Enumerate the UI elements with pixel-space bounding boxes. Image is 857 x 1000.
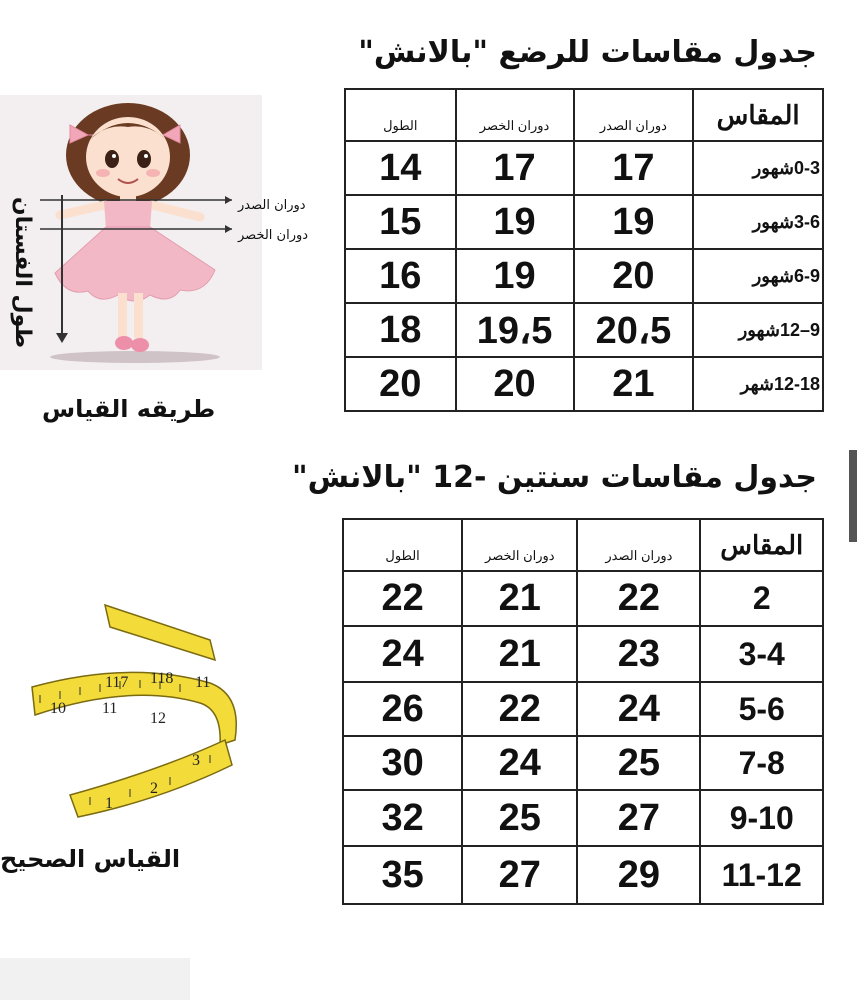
infant-size-table: [344, 88, 824, 412]
cell-size: 12-18شهر: [693, 357, 823, 411]
tape-number-10: 10: [50, 700, 66, 717]
cell-length: 24: [343, 626, 462, 682]
cell-waist: 21: [462, 571, 577, 626]
cell-chest: 20،5: [574, 303, 694, 357]
table-row: [343, 571, 823, 626]
dress-length-text: طول الفستان: [10, 196, 36, 349]
cell-waist: 19: [456, 195, 574, 249]
kids-size-table: [342, 518, 824, 905]
cell-waist: 24: [462, 736, 577, 790]
tape-number-1: 1: [105, 795, 113, 812]
table-row: [343, 790, 823, 846]
tape-number-3: 3: [192, 752, 200, 769]
cell-length: 30: [343, 736, 462, 790]
table-row: [345, 249, 823, 303]
tape-number-12: 12: [150, 710, 166, 727]
header-chest: دوران الصدر: [574, 89, 694, 141]
cell-chest: 19: [574, 195, 694, 249]
cell-waist: 21: [462, 626, 577, 682]
cell-waist: 19: [456, 249, 574, 303]
correct-measurement-caption: القياس الصحيح: [0, 845, 181, 873]
chest-arrow-label: دوران الصدر: [238, 198, 306, 213]
cell-waist: 20: [456, 357, 574, 411]
tape-number-11: 11: [102, 700, 118, 717]
table-row: [343, 846, 823, 904]
cell-length: 26: [343, 682, 462, 736]
cell-waist: 19،5: [456, 303, 574, 357]
cell-size: 9-10: [700, 790, 823, 846]
cell-size: 0-3شهور: [693, 141, 823, 195]
dress-length-label: [2, 196, 42, 350]
cell-size: 9–12شهور: [693, 303, 823, 357]
cell-chest: 20: [574, 249, 694, 303]
cell-chest: 17: [574, 141, 694, 195]
cell-length: 32: [343, 790, 462, 846]
cell-waist: 25: [462, 790, 577, 846]
cell-size: 5-6: [700, 682, 823, 736]
header-length: الطول: [345, 89, 456, 141]
cell-size: 7-8: [700, 736, 823, 790]
measuring-tape-icon: [10, 565, 250, 835]
table-row: [345, 357, 823, 411]
waist-arrow-label: دوران الخصر: [238, 228, 309, 243]
cell-chest: 21: [574, 357, 694, 411]
cell-chest: 29: [577, 846, 700, 904]
cell-size: 11-12: [700, 846, 823, 904]
cell-chest: 27: [577, 790, 700, 846]
cell-size: 3-6شهور: [693, 195, 823, 249]
cell-waist: 22: [462, 682, 577, 736]
cell-size: 2: [700, 571, 823, 626]
cell-chest: 24: [577, 682, 700, 736]
table-row: [343, 736, 823, 790]
table-header-row: [345, 89, 823, 141]
cell-chest: 25: [577, 736, 700, 790]
header-chest: دوران الصدر: [577, 519, 700, 571]
cell-length: 15: [345, 195, 456, 249]
header-waist: دوران الخصر: [462, 519, 577, 571]
cell-waist: 17: [456, 141, 574, 195]
cell-chest: 23: [577, 626, 700, 682]
table-row: [345, 141, 823, 195]
scrollbar-thumb[interactable]: [849, 450, 857, 542]
cell-length: 14: [345, 141, 456, 195]
table-header-row: [343, 519, 823, 571]
table-row: [345, 195, 823, 249]
cell-length: 18: [345, 303, 456, 357]
header-length: الطول: [343, 519, 462, 571]
cell-length: 35: [343, 846, 462, 904]
bottom-corner-panel: [0, 958, 190, 1000]
tape-number-2: 2: [150, 780, 158, 797]
cell-chest: 22: [577, 571, 700, 626]
table-row: [343, 682, 823, 736]
cell-waist: 27: [462, 846, 577, 904]
cell-length: 22: [343, 571, 462, 626]
infant-table-title: جدول مقاسات للرضع "بالانش": [358, 35, 817, 70]
cell-length: 20: [345, 357, 456, 411]
header-waist: دوران الخصر: [456, 89, 574, 141]
measurement-method-caption: طريقه القياس: [42, 395, 216, 423]
cell-length: 16: [345, 249, 456, 303]
table-row: [343, 626, 823, 682]
header-size: المقاس: [693, 89, 823, 141]
tape-number-11b: 11: [195, 674, 211, 691]
tape-number-118: 118: [150, 670, 174, 687]
table-row: [345, 303, 823, 357]
cell-size: 6-9شهور: [693, 249, 823, 303]
header-size: المقاس: [700, 519, 823, 571]
tape-number-117: 117: [105, 674, 129, 691]
cell-size: 3-4: [700, 626, 823, 682]
kids-table-title: جدول مقاسات سنتين -12 "بالانش": [292, 460, 817, 495]
